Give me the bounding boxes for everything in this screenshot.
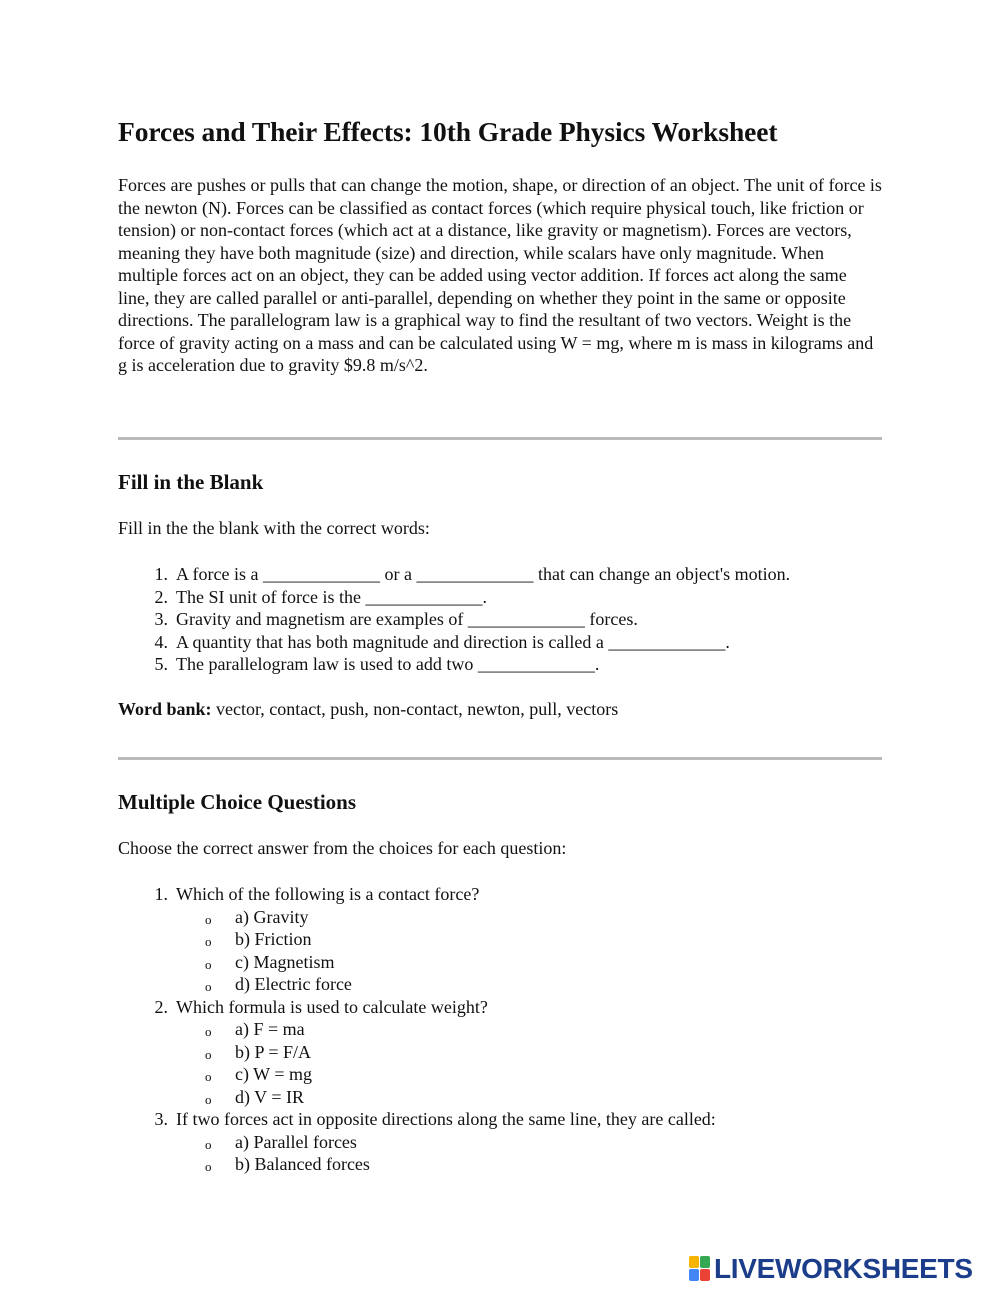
mc-option: o b) Balanced forces xyxy=(235,1153,716,1176)
mc-option: o c) W = mg xyxy=(235,1063,716,1086)
mc-option: o b) Friction xyxy=(235,928,716,951)
fill-blank-question: A force is a _____________ or a _____________ that can change an object's motion. xyxy=(176,564,791,584)
multiple-choice-heading: Multiple Choice Questions xyxy=(118,790,357,814)
word-bank xyxy=(118,699,618,720)
mc-options xyxy=(176,1018,716,1108)
mc-options xyxy=(176,1131,716,1176)
fill-blank-heading: Fill in the Blank xyxy=(118,470,264,494)
mc-option: o a) F = ma xyxy=(235,1018,716,1041)
section-divider xyxy=(118,757,882,760)
logo-tile xyxy=(689,1269,699,1281)
multiple-choice-instruction: Choose the correct answer from the choices for each question: xyxy=(118,838,567,858)
fill-blank-instruction: Fill in the the blank with the correct words: xyxy=(118,518,430,538)
section-divider xyxy=(118,437,882,440)
mc-question-text: If two forces act in opposite directions along the same line, they are called: xyxy=(176,1109,716,1129)
fill-blank-question: The SI unit of force is the _____________. xyxy=(176,586,487,607)
fill-blank-list xyxy=(118,563,790,676)
logo-tile xyxy=(689,1256,699,1268)
intro-paragraph: Forces are pushes or pulls that can change the motion, shape, or direction of an object. The unit of force is the newton (N). Forces can be classified as contact forces (which require physical touch, like friction or tension) or non-contact forces (which act at a distance, like gravity or magnetism). Forces are vectors, meaning they have both magnitude (size) and direction, while scalars have only magnitude. When multiple forces act on an object, they can be added using vector addition. If forces act along the same line, they are called parallel or anti-parallel, depending on whether they point in the same or opposite directions. The parallelogram law is a graphical way to find the resultant of two vectors. Weight is the force of gravity acting on a mass and can be calculated using W = mg, where m is mass in kilograms and g is acceleration due to gravity $9.8 m/s^2. xyxy=(118,175,882,375)
mc-option: o d) V = IR xyxy=(235,1086,716,1109)
liveworksheets-logo-text: LIVEWORKSHEETS xyxy=(714,1253,973,1284)
fill-blank-question: The parallelogram law is used to add two _____________. xyxy=(176,654,600,674)
logo-tile xyxy=(700,1269,710,1281)
mc-option: o a) Gravity xyxy=(235,906,716,929)
liveworksheets-logo[interactable] xyxy=(689,1253,973,1285)
mc-question-text: Which of the following is a contact force? xyxy=(176,884,480,904)
logo-tile xyxy=(700,1256,710,1268)
mc-option: o a) Parallel forces xyxy=(235,1131,716,1154)
mc-question xyxy=(176,1108,716,1176)
fill-blank-question: Gravity and magnetism are examples of _____________ forces. xyxy=(176,609,638,629)
mc-options xyxy=(176,906,716,996)
word-bank-words: vector, contact, push, non-contact, newton, pull, vectors xyxy=(216,699,619,719)
mc-question-text: Which formula is used to calculate weight? xyxy=(176,996,488,1017)
mc-option: o c) Magnetism xyxy=(235,951,716,974)
fill-blank-question: A quantity that has both magnitude and direction is called a _____________. xyxy=(176,631,730,652)
page-title: Forces and Their Effects: 10th Grade Physics Worksheet xyxy=(118,116,778,147)
mc-question xyxy=(176,883,716,996)
multiple-choice-list xyxy=(118,883,716,1176)
liveworksheets-logo-icon xyxy=(689,1256,711,1282)
mc-option: o d) Electric force xyxy=(235,973,716,996)
mc-option: o b) P = F/A xyxy=(235,1041,716,1064)
word-bank-label: Word bank: xyxy=(118,699,212,719)
mc-question xyxy=(176,996,716,1109)
